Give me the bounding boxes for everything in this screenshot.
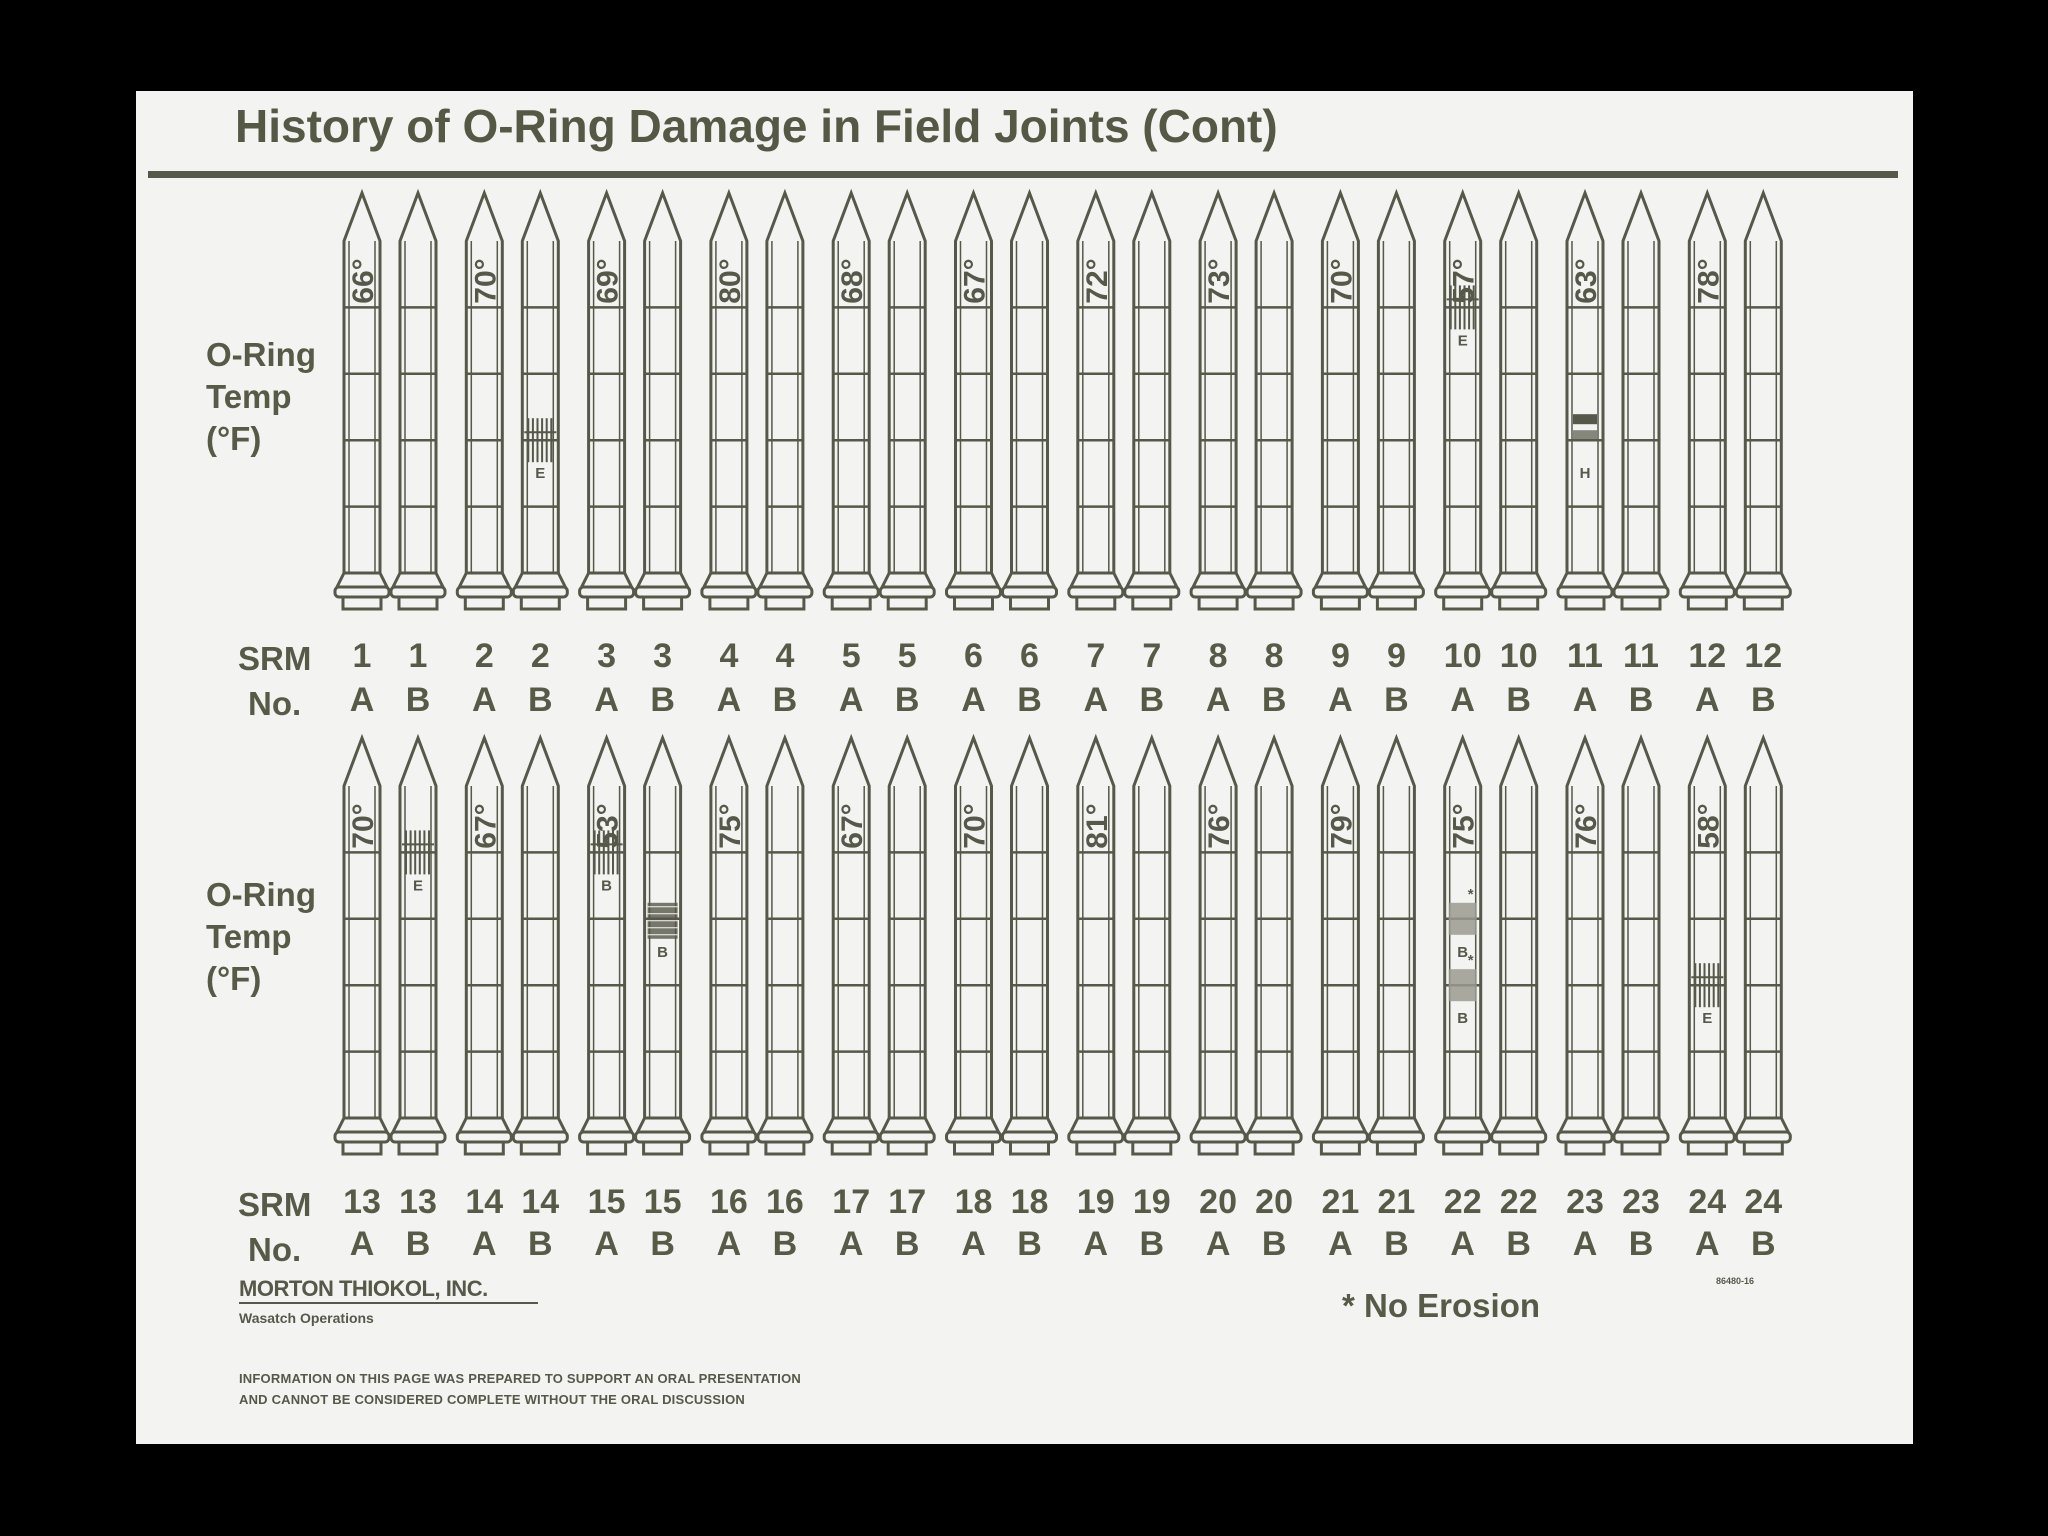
damage-code: H bbox=[1579, 465, 1591, 483]
srm-number: 20 bbox=[1255, 1183, 1294, 1221]
temperature-label: 70° bbox=[1325, 258, 1359, 304]
booster-nozzle bbox=[710, 597, 748, 609]
booster-nozzle bbox=[1622, 1142, 1660, 1154]
srm-number: 5 bbox=[841, 637, 861, 675]
damage-code: B bbox=[1457, 943, 1469, 961]
booster-skirt bbox=[826, 1118, 876, 1132]
booster-skirt bbox=[1315, 1118, 1365, 1132]
motor-letter: B bbox=[1384, 681, 1409, 719]
booster-22b bbox=[1492, 738, 1546, 1263]
srm-number: 10 bbox=[1443, 637, 1482, 675]
company-name: MORTON THIOKOL, INC. bbox=[239, 1276, 538, 1304]
heat-mark bbox=[1573, 414, 1597, 424]
booster-skirt bbox=[1738, 1118, 1788, 1132]
booster-skirt bbox=[1371, 573, 1421, 587]
srm-number: 1 bbox=[352, 637, 372, 675]
motor-letter: B bbox=[772, 681, 798, 719]
temperature-label: 80° bbox=[713, 258, 747, 304]
booster-skirt bbox=[1616, 573, 1666, 587]
booster-21a bbox=[1313, 738, 1367, 1263]
srm-number: 12 bbox=[1744, 637, 1783, 675]
motor-letter: B bbox=[1506, 1225, 1531, 1263]
booster-11b bbox=[1614, 193, 1668, 719]
booster-skirt bbox=[1438, 1118, 1488, 1132]
no-erosion-star: * bbox=[1467, 952, 1474, 970]
srm-number: 6 bbox=[964, 637, 983, 675]
temperature-label: 76° bbox=[1570, 803, 1603, 849]
srm-number: 2 bbox=[530, 637, 550, 675]
temperature-label: 67° bbox=[836, 803, 870, 849]
booster-nozzle bbox=[1321, 1142, 1359, 1154]
srm-number: 22 bbox=[1443, 1183, 1482, 1221]
booster-24b bbox=[1736, 738, 1790, 1263]
motor-letter: B bbox=[405, 681, 431, 719]
srm-number: 6 bbox=[1020, 637, 1039, 675]
temperature-label: 73° bbox=[1203, 258, 1237, 304]
booster-23a bbox=[1558, 738, 1612, 1263]
no-label-top: No. bbox=[248, 685, 302, 722]
booster-skirt bbox=[949, 1118, 999, 1132]
booster-skirt bbox=[515, 573, 565, 587]
motor-letter: B bbox=[650, 681, 675, 719]
row-label-bottom: O-Ring Temp (°F) bbox=[206, 876, 316, 997]
booster-19b bbox=[1125, 738, 1179, 1263]
booster-skirt bbox=[515, 1118, 565, 1132]
booster-skirt bbox=[882, 1118, 932, 1132]
booster-nozzle bbox=[832, 1142, 870, 1154]
srm-number: 9 bbox=[1386, 637, 1406, 675]
motor-letter: A bbox=[838, 1225, 864, 1263]
motor-letter: B bbox=[528, 1225, 553, 1263]
booster-skirt bbox=[1193, 573, 1243, 587]
motor-letter: B bbox=[1628, 1225, 1654, 1263]
booster-skirt bbox=[1682, 573, 1732, 587]
motor-letter: A bbox=[716, 1225, 742, 1263]
booster-12a bbox=[1680, 193, 1734, 719]
srm-number: 19 bbox=[1132, 1183, 1171, 1221]
booster-diagram bbox=[136, 91, 1913, 1444]
booster-skirt bbox=[704, 573, 754, 587]
row-label-top: O-Ring Temp (°F) bbox=[206, 336, 316, 457]
srm-number: 20 bbox=[1199, 1183, 1238, 1221]
motor-letter: B bbox=[894, 681, 920, 719]
temperature-label: 67° bbox=[958, 258, 992, 304]
booster-skirt bbox=[760, 573, 810, 587]
motor-letter: A bbox=[1205, 681, 1231, 719]
booster-nozzle bbox=[1688, 597, 1726, 609]
booster-nozzle bbox=[1255, 597, 1293, 609]
motor-letter: A bbox=[1695, 1225, 1720, 1263]
booster-17b bbox=[880, 738, 934, 1263]
booster-nozzle bbox=[465, 1142, 503, 1154]
booster-14b bbox=[513, 738, 567, 1263]
booster-nozzle bbox=[1688, 1142, 1726, 1154]
booster-skirt bbox=[638, 1118, 688, 1132]
booster-13a bbox=[335, 738, 389, 1263]
srm-number: 23 bbox=[1566, 1183, 1604, 1221]
srm-number: 17 bbox=[832, 1183, 871, 1221]
srm-number: 4 bbox=[719, 637, 739, 675]
damage-code: B bbox=[601, 877, 613, 895]
motor-letter: A bbox=[472, 681, 497, 719]
booster-15a bbox=[580, 738, 634, 1263]
booster-13b bbox=[391, 738, 445, 1263]
booster-16a bbox=[702, 738, 756, 1263]
booster-skirt bbox=[1616, 1118, 1666, 1132]
booster-11a bbox=[1558, 193, 1612, 719]
booster-1b bbox=[391, 193, 445, 719]
motor-letter: A bbox=[1695, 681, 1720, 719]
srm-number: 16 bbox=[765, 1183, 804, 1221]
booster-skirt bbox=[1494, 573, 1544, 587]
booster-nozzle bbox=[766, 1142, 804, 1154]
srm-number: 21 bbox=[1321, 1183, 1360, 1221]
booster-skirt bbox=[882, 573, 932, 587]
booster-skirt bbox=[1005, 1118, 1055, 1132]
motor-letter: B bbox=[772, 1225, 798, 1263]
temperature-label: 81° bbox=[1080, 803, 1114, 849]
motor-letter: B bbox=[1384, 1225, 1409, 1263]
booster-nozzle bbox=[955, 1142, 993, 1154]
booster-nozzle bbox=[1011, 597, 1049, 609]
booster-skirt bbox=[1249, 1118, 1299, 1132]
motor-letter: B bbox=[1017, 1225, 1042, 1263]
booster-7a bbox=[1069, 193, 1123, 719]
booster-skirt bbox=[638, 573, 688, 587]
motor-letter: A bbox=[594, 681, 619, 719]
booster-skirt bbox=[337, 573, 387, 587]
temperature-label: 78° bbox=[1692, 258, 1726, 304]
booster-20b bbox=[1247, 738, 1301, 1263]
booster-18b bbox=[1003, 738, 1057, 1263]
motor-letter: B bbox=[1139, 1225, 1165, 1263]
srm-number: 14 bbox=[521, 1183, 560, 1221]
booster-skirt bbox=[459, 573, 509, 587]
booster-nozzle bbox=[343, 1142, 381, 1154]
motor-letter: B bbox=[405, 1225, 431, 1263]
booster-20a bbox=[1191, 738, 1245, 1263]
booster-nozzle bbox=[1077, 597, 1115, 609]
booster-1a bbox=[335, 193, 389, 719]
motor-letter: A bbox=[1572, 681, 1598, 719]
booster-8a bbox=[1191, 193, 1245, 719]
temperature-label: 69° bbox=[591, 258, 625, 304]
motor-letter: A bbox=[1083, 681, 1109, 719]
booster-nozzle bbox=[888, 1142, 926, 1154]
booster-nozzle bbox=[1566, 597, 1604, 609]
srm-number: 13 bbox=[399, 1183, 437, 1221]
booster-nozzle bbox=[1377, 597, 1415, 609]
booster-5a bbox=[824, 193, 878, 719]
srm-number: 3 bbox=[597, 637, 617, 675]
srm-number: 8 bbox=[1264, 637, 1284, 675]
booster-skirt bbox=[1127, 573, 1177, 587]
booster-nozzle bbox=[1199, 597, 1237, 609]
temperature-label: 68° bbox=[836, 258, 870, 304]
booster-skirt bbox=[1738, 573, 1788, 587]
booster-nozzle bbox=[465, 597, 503, 609]
booster-15b bbox=[636, 738, 690, 1263]
booster-14a bbox=[457, 738, 511, 1263]
srm-number: 3 bbox=[653, 637, 673, 675]
motor-letter: B bbox=[1017, 681, 1042, 719]
booster-18a bbox=[947, 738, 1001, 1263]
motor-letter: A bbox=[594, 1225, 619, 1263]
motor-letter: B bbox=[528, 681, 553, 719]
srm-number: 2 bbox=[474, 637, 494, 675]
motor-letter: B bbox=[1751, 681, 1776, 719]
booster-skirt bbox=[393, 1118, 443, 1132]
damage-code: E bbox=[535, 465, 546, 483]
booster-16b bbox=[758, 738, 812, 1263]
booster-nozzle bbox=[1566, 1142, 1604, 1154]
booster-skirt bbox=[949, 573, 999, 587]
srm-number: 11 bbox=[1623, 637, 1659, 675]
srm-number: 18 bbox=[954, 1183, 993, 1221]
booster-skirt bbox=[1005, 573, 1055, 587]
srm-number: 8 bbox=[1208, 637, 1228, 675]
booster-nozzle bbox=[1622, 597, 1660, 609]
temperature-label: 63° bbox=[1570, 258, 1603, 304]
booster-nozzle bbox=[1500, 1142, 1538, 1154]
booster-nozzle bbox=[1011, 1142, 1049, 1154]
booster-nozzle bbox=[766, 597, 804, 609]
no-erosion-star: * bbox=[1467, 885, 1474, 903]
booster-12b bbox=[1736, 193, 1790, 719]
srm-number: 24 bbox=[1688, 1183, 1727, 1221]
srm-number: 11 bbox=[1567, 637, 1603, 675]
srm-number: 7 bbox=[1086, 637, 1106, 675]
booster-skirt bbox=[1494, 1118, 1544, 1132]
booster-10a bbox=[1436, 193, 1490, 719]
booster-skirt bbox=[1560, 1118, 1610, 1132]
motor-letter: B bbox=[1506, 681, 1531, 719]
booster-nozzle bbox=[644, 1142, 682, 1154]
booster-skirt bbox=[393, 573, 443, 587]
booster-19a bbox=[1069, 738, 1123, 1263]
temperature-label: 79° bbox=[1325, 803, 1359, 849]
motor-letter: A bbox=[716, 681, 742, 719]
temperature-label: 70° bbox=[347, 803, 380, 849]
motor-letter: B bbox=[1261, 681, 1287, 719]
motor-letter: B bbox=[1261, 1225, 1287, 1263]
booster-skirt bbox=[1071, 1118, 1121, 1132]
booster-21b bbox=[1369, 738, 1423, 1263]
damage-code: E bbox=[1702, 1010, 1713, 1028]
booster-skirt bbox=[582, 1118, 632, 1132]
damage-code: E bbox=[1457, 332, 1468, 350]
booster-skirt bbox=[760, 1118, 810, 1132]
booster-17a bbox=[824, 738, 878, 1263]
temperature-label: 70° bbox=[469, 258, 503, 304]
temperature-label: 72° bbox=[1080, 258, 1114, 304]
blowby-dots-mark bbox=[1449, 903, 1477, 935]
booster-skirt bbox=[1682, 1118, 1732, 1132]
srm-number: 14 bbox=[465, 1183, 504, 1221]
document-id: 86480-16 bbox=[1716, 1276, 1755, 1286]
damage-code: B bbox=[1457, 1010, 1469, 1028]
booster-skirt bbox=[337, 1118, 387, 1132]
booster-nozzle bbox=[521, 1142, 559, 1154]
booster-nozzle bbox=[399, 1142, 437, 1154]
booster-3b bbox=[636, 193, 690, 719]
chart-sheet bbox=[136, 91, 1913, 1444]
booster-8b bbox=[1247, 193, 1301, 719]
motor-letter: A bbox=[1572, 1225, 1598, 1263]
srm-label-bottom: SRM bbox=[238, 1186, 312, 1223]
temperature-label: 76° bbox=[1203, 803, 1237, 849]
temperature-label: 57° bbox=[1447, 258, 1481, 304]
motor-letter: A bbox=[1450, 1225, 1475, 1263]
booster-nozzle bbox=[399, 597, 437, 609]
srm-number: 4 bbox=[775, 637, 795, 675]
booster-skirt bbox=[1438, 573, 1488, 587]
booster-skirt bbox=[1315, 573, 1365, 587]
srm-number: 7 bbox=[1142, 637, 1162, 675]
booster-nozzle bbox=[1444, 1142, 1482, 1154]
booster-4b bbox=[758, 193, 812, 719]
booster-7b bbox=[1125, 193, 1179, 719]
booster-nozzle bbox=[1377, 1142, 1415, 1154]
motor-letter: A bbox=[1328, 1225, 1353, 1263]
booster-nozzle bbox=[1500, 597, 1538, 609]
srm-number: 24 bbox=[1744, 1183, 1783, 1221]
motor-letter: A bbox=[472, 1225, 497, 1263]
motor-letter: B bbox=[1751, 1225, 1776, 1263]
motor-letter: A bbox=[1083, 1225, 1109, 1263]
temperature-label: 66° bbox=[347, 258, 380, 304]
chart-title: History of O-Ring Damage in Field Joints (Cont) bbox=[235, 100, 1278, 152]
booster-3a bbox=[580, 193, 634, 719]
booster-nozzle bbox=[955, 597, 993, 609]
srm-number: 23 bbox=[1622, 1183, 1660, 1221]
motor-letter: A bbox=[838, 681, 864, 719]
srm-number: 15 bbox=[643, 1183, 682, 1221]
heat-mark bbox=[1573, 430, 1597, 440]
srm-number: 16 bbox=[709, 1183, 748, 1221]
srm-number: 21 bbox=[1377, 1183, 1416, 1221]
booster-skirt bbox=[1071, 573, 1121, 587]
srm-number: 13 bbox=[343, 1183, 381, 1221]
temperature-label: 67° bbox=[469, 803, 503, 849]
booster-10b bbox=[1492, 193, 1546, 719]
motor-letter: A bbox=[961, 681, 986, 719]
booster-nozzle bbox=[1321, 597, 1359, 609]
srm-number: 18 bbox=[1010, 1183, 1049, 1221]
srm-number: 9 bbox=[1330, 637, 1350, 675]
motor-letter: B bbox=[1628, 681, 1654, 719]
srm-number: 10 bbox=[1499, 637, 1538, 675]
srm-number: 19 bbox=[1076, 1183, 1115, 1221]
temperature-label: 53° bbox=[591, 803, 625, 849]
srm-number: 22 bbox=[1499, 1183, 1538, 1221]
temperature-label: 58° bbox=[1692, 803, 1726, 849]
booster-skirt bbox=[826, 573, 876, 587]
booster-5b bbox=[880, 193, 934, 719]
booster-nozzle bbox=[588, 597, 626, 609]
disclaimer-text: INFORMATION ON THIS PAGE WAS PREPARED TO SUPPORT AN ORAL PRESENTATION AND CANNOT BE CONSIDERED COMPLETE WITHOUT THE ORAL DISCUSSION bbox=[239, 1371, 801, 1407]
booster-nozzle bbox=[1744, 597, 1782, 609]
booster-6b bbox=[1003, 193, 1057, 719]
booster-skirt bbox=[459, 1118, 509, 1132]
temperature-label: 75° bbox=[713, 803, 747, 849]
booster-nozzle bbox=[1744, 1142, 1782, 1154]
damage-code: E bbox=[412, 877, 424, 895]
booster-2b bbox=[513, 193, 567, 719]
booster-nozzle bbox=[888, 597, 926, 609]
booster-nozzle bbox=[832, 597, 870, 609]
booster-skirt bbox=[1371, 1118, 1421, 1132]
motor-letter: B bbox=[1139, 681, 1165, 719]
booster-nozzle bbox=[1444, 597, 1482, 609]
booster-nozzle bbox=[521, 597, 559, 609]
srm-number: 17 bbox=[888, 1183, 927, 1221]
srm-number: 12 bbox=[1688, 637, 1727, 675]
motor-letter: B bbox=[894, 1225, 920, 1263]
motor-letter: A bbox=[1450, 681, 1475, 719]
booster-nozzle bbox=[1199, 1142, 1237, 1154]
no-label-bottom: No. bbox=[248, 1231, 302, 1268]
blowby-dots-mark bbox=[1449, 969, 1477, 1001]
division-name: Wasatch Operations bbox=[239, 1310, 374, 1326]
booster-skirt bbox=[1249, 573, 1299, 587]
srm-number: 5 bbox=[897, 637, 917, 675]
booster-nozzle bbox=[710, 1142, 748, 1154]
srm-number: 15 bbox=[587, 1183, 626, 1221]
motor-letter: A bbox=[349, 1225, 375, 1263]
motor-letter: A bbox=[349, 681, 375, 719]
srm-label-top: SRM bbox=[238, 640, 312, 677]
motor-letter: A bbox=[961, 1225, 986, 1263]
booster-skirt bbox=[1127, 1118, 1177, 1132]
booster-skirt bbox=[582, 573, 632, 587]
booster-nozzle bbox=[588, 1142, 626, 1154]
booster-4a bbox=[702, 193, 756, 719]
temperature-label: 70° bbox=[958, 803, 992, 849]
booster-skirt bbox=[1193, 1118, 1243, 1132]
booster-skirt bbox=[1560, 573, 1610, 587]
booster-9b bbox=[1369, 193, 1423, 719]
booster-6a bbox=[947, 193, 1001, 719]
booster-9a bbox=[1313, 193, 1367, 719]
motor-letter: A bbox=[1328, 681, 1353, 719]
booster-nozzle bbox=[1133, 1142, 1171, 1154]
motor-letter: A bbox=[1205, 1225, 1231, 1263]
booster-23b bbox=[1614, 738, 1668, 1263]
damage-code: B bbox=[657, 943, 669, 961]
booster-22a bbox=[1436, 738, 1490, 1263]
booster-nozzle bbox=[343, 597, 381, 609]
booster-skirt bbox=[704, 1118, 754, 1132]
temperature-label: 75° bbox=[1447, 803, 1481, 849]
legend-no-erosion: * No Erosion bbox=[1342, 1287, 1541, 1324]
motor-letter: B bbox=[650, 1225, 675, 1263]
srm-number: 1 bbox=[408, 637, 428, 675]
booster-nozzle bbox=[1133, 597, 1171, 609]
booster-24a bbox=[1680, 738, 1734, 1263]
booster-nozzle bbox=[1255, 1142, 1293, 1154]
booster-nozzle bbox=[644, 597, 682, 609]
booster-nozzle bbox=[1077, 1142, 1115, 1154]
booster-2a bbox=[457, 193, 511, 719]
